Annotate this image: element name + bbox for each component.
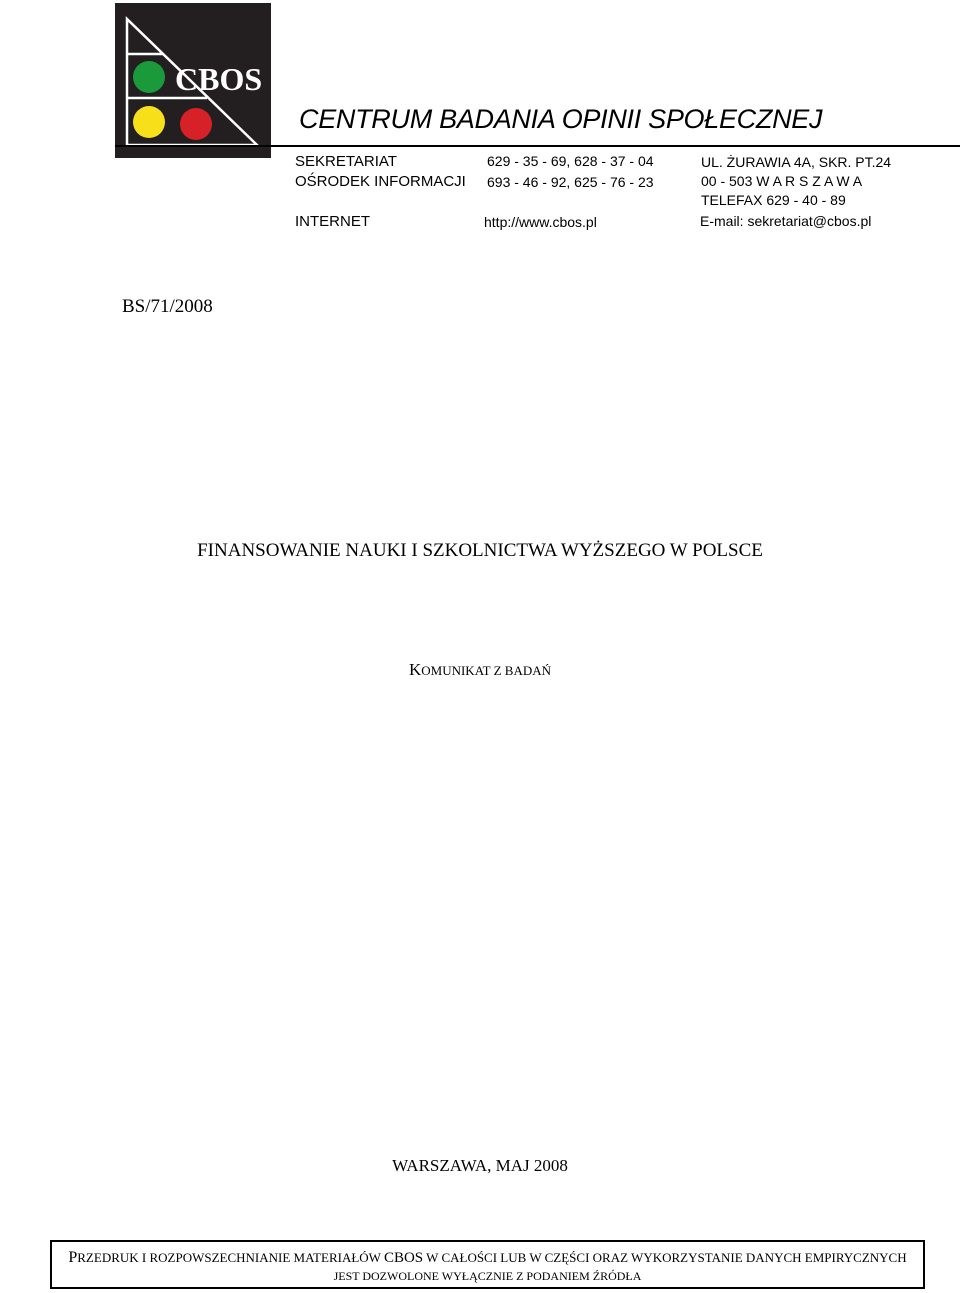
- telefax: TELEFAX 629 - 40 - 89: [701, 192, 846, 208]
- internet-label: INTERNET: [295, 213, 370, 230]
- document-title: FINANSOWANIE NAUKI I SZKOLNICTWA WYŻSZEGO W POLSCE: [197, 540, 763, 561]
- copyright-notice-brand: CBOS: [383, 1250, 424, 1266]
- header-rule: [115, 145, 960, 147]
- secretariat-phone: 629 - 35 - 69, 628 - 37 - 04: [487, 153, 654, 169]
- copyright-notice-part-2: W CAŁOŚCI LUB W CZĘŚCI ORAZ WYKORZYSTANIE DANYCH EMPIRYCZNYCH: [423, 1250, 907, 1265]
- secretariat-label: SEKRETARIAT: [295, 153, 397, 170]
- document-subtitle-initial: K: [408, 660, 422, 679]
- logo-text: CBOS: [175, 61, 263, 97]
- email-link[interactable]: E-mail: sekretariat@cbos.pl: [700, 213, 872, 229]
- website-link[interactable]: http://www.cbos.pl: [484, 214, 597, 230]
- information-center-phone: 693 - 46 - 92, 625 - 76 - 23: [487, 174, 654, 190]
- institute-name: CENTRUM BADANIA OPINII SPOŁECZNEJ: [299, 104, 823, 134]
- copyright-notice-line-2: JEST DOZWOLONE WYŁĄCZNIE Z PODANIEM ŹRÓDŁA: [333, 1269, 642, 1283]
- cbos-logo: [115, 3, 271, 158]
- address-street: UL. ŻURAWIA 4A, SKR. PT.24: [701, 154, 892, 170]
- logo-yellow-dot: [133, 106, 165, 138]
- document-subtitle: [0, 660, 960, 680]
- document-place-date: WARSZAWA, MAJ 2008: [392, 1156, 568, 1175]
- document-id: BS/71/2008: [122, 296, 213, 317]
- logo-red-dot: [180, 108, 212, 140]
- information-center-label: OŚRODEK INFORMACJI: [295, 173, 466, 190]
- copyright-notice-part-1: RZEDRUK I ROZPOWSZECHNIANIE MATERIAŁÓW: [77, 1250, 384, 1265]
- copyright-notice-line-1: [52, 1249, 923, 1267]
- document-subtitle-rest: OMUNIKAT Z BADAŃ: [421, 663, 552, 678]
- copyright-notice-initial: P: [68, 1249, 78, 1266]
- logo-green-dot: [133, 61, 165, 93]
- copyright-notice-box: [50, 1240, 925, 1289]
- cbos-logo-graphic: [115, 3, 271, 158]
- address-city: 00 - 503 W A R S Z A W A: [701, 173, 863, 189]
